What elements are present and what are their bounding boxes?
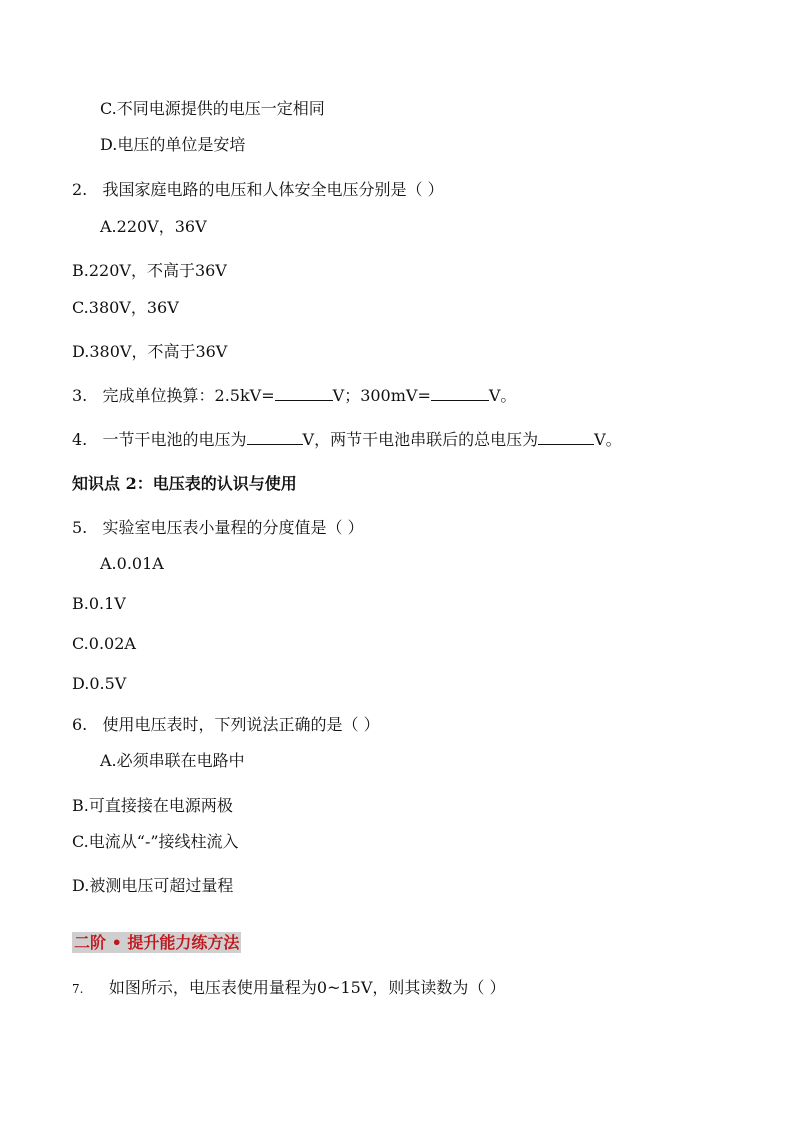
question-2 — [72, 180, 444, 200]
question-number: 7. — [72, 982, 84, 996]
option-2a: A.220V，36V — [100, 217, 207, 236]
option-5d: D.0.5V — [72, 674, 127, 693]
question-text-pre: 完成单位换算：2.5kV= — [102, 386, 275, 405]
question-text: 实验室电压表小量程的分度值是（ ） — [102, 518, 364, 537]
question-7 — [72, 978, 505, 999]
question-text: 使用电压表时，下列说法正确的是（ ） — [102, 715, 380, 734]
answer-blank[interactable] — [431, 386, 489, 401]
question-text-pre: 一节干电池的电压为 — [102, 430, 247, 449]
section-heading-knowledge-2: 知识点 2：电压表的认识与使用 — [72, 474, 297, 493]
option-6c: C.电流从“-”接线柱流入 — [72, 832, 239, 851]
option-5b: B.0.1V — [72, 594, 126, 613]
question-text-post: V。 — [594, 430, 622, 449]
option-2d: D.380V，不高于36V — [72, 342, 228, 361]
option-5c: C.0.02A — [72, 634, 136, 653]
question-text-post: V。 — [488, 386, 517, 405]
answer-blank[interactable] — [538, 430, 594, 445]
question-text: 我国家庭电路的电压和人体安全电压分别是（ ） — [102, 180, 444, 199]
question-number: 3. — [72, 386, 88, 405]
section-heading-level-2 — [72, 933, 241, 953]
question-4 — [72, 430, 622, 450]
option-6b: B.可直接接在电源两极 — [72, 796, 233, 815]
option-6d: D.被测电压可超过量程 — [72, 876, 234, 895]
option-2c: C.380V，36V — [72, 298, 179, 317]
question-number: 5. — [72, 518, 88, 537]
option-2b: B.220V，不高于36V — [72, 261, 227, 280]
highlighted-heading: 二阶 • 提升能力练方法 — [74, 933, 240, 952]
option-d-previous: D.电压的单位是安培 — [100, 135, 246, 154]
question-5 — [72, 518, 364, 538]
question-text-mid: V；300mV= — [332, 386, 431, 405]
question-number: 2. — [72, 180, 88, 199]
option-6a: A.必须串联在电路中 — [100, 751, 245, 770]
option-c-previous: C.不同电源提供的电压一定相同 — [100, 99, 325, 118]
option-5a: A.0.01A — [100, 554, 164, 573]
question-3 — [72, 386, 516, 406]
question-text-mid: V，两节干电池串联后的总电压为 — [302, 430, 539, 449]
question-6 — [72, 715, 380, 735]
question-number: 4. — [72, 430, 88, 449]
answer-blank[interactable] — [247, 430, 303, 445]
question-number: 6. — [72, 715, 88, 734]
answer-blank[interactable] — [275, 386, 333, 401]
question-text: 如图所示，电压表使用量程为0~15V，则其读数为（ ） — [108, 978, 506, 997]
